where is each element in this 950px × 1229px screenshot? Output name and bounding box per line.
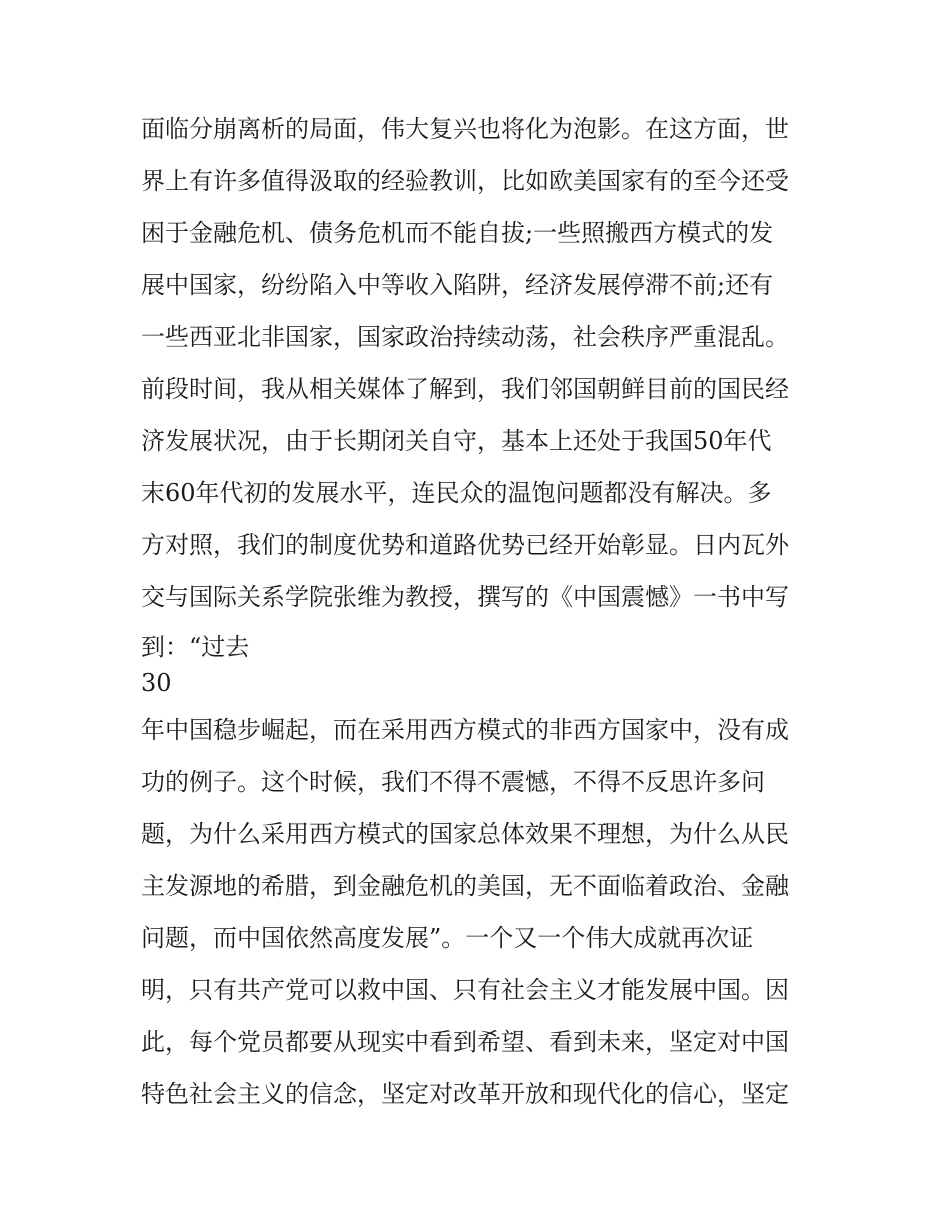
- text-line-13: 年中国稳步崛起，而在采用西方模式的非西方国家中，没有成: [141, 716, 789, 744]
- text-line-8: 末60年代初的发展水平，连民众的温饱问题都没有解决。多: [141, 479, 772, 507]
- text-line-9: 方对照，我们的制度优势和道路优势已经开始彰显。日内瓦外: [141, 531, 789, 559]
- text-line-3: 困于金融危机、债务危机而不能自拔;一些照搬西方模式的发: [141, 219, 774, 247]
- text-line-19: 此，每个党员都要从现实中看到希望、看到未来，坚定对中国: [141, 1028, 789, 1056]
- text-line-7: 济发展状况，由于长期闭关自守，基本上还处于我国50年代: [141, 427, 772, 455]
- text-line-5: 一些西亚北非国家，国家政治持续动荡，社会秩序严重混乱。: [141, 323, 789, 351]
- text-line-2: 界上有许多值得汲取的经验教训，比如欧美国家有的至今还受: [141, 167, 789, 195]
- text-line-14: 功的例子。这个时候，我们不得不震憾，不得不反思许多问: [141, 768, 765, 796]
- text-line-1: 面临分崩离析的局面，伟大复兴也将化为泡影。在这方面，世: [141, 115, 789, 143]
- text-line-6: 前段时间，我从相关媒体了解到，我们邻国朝鲜目前的国民经: [141, 375, 789, 403]
- text-line-15: 题，为什么采用西方模式的国家总体效果不理想，为什么从民: [141, 820, 789, 848]
- text-line-12: 30: [141, 669, 172, 697]
- text-line-20: 特色社会主义的信念，坚定对改革开放和现代化的信心，坚定: [141, 1080, 789, 1108]
- text-line-4: 展中国家，纷纷陷入中等收入陷阱，经济发展停滞不前;还有: [141, 271, 774, 299]
- text-line-11: 到：“过去: [141, 633, 250, 661]
- text-line-17: 问题，而中国依然高度发展”。一个又一个伟大成就再次证: [141, 924, 754, 952]
- text-line-10: 交与国际关系学院张维为教授，撰写的《中国震憾》一书中写: [141, 583, 789, 611]
- text-line-16: 主发源地的希腊，到金融危机的美国，无不面临着政治、金融: [141, 872, 789, 900]
- text-line-18: 明，只有共产党可以救中国、只有社会主义才能发展中国。因: [141, 976, 789, 1004]
